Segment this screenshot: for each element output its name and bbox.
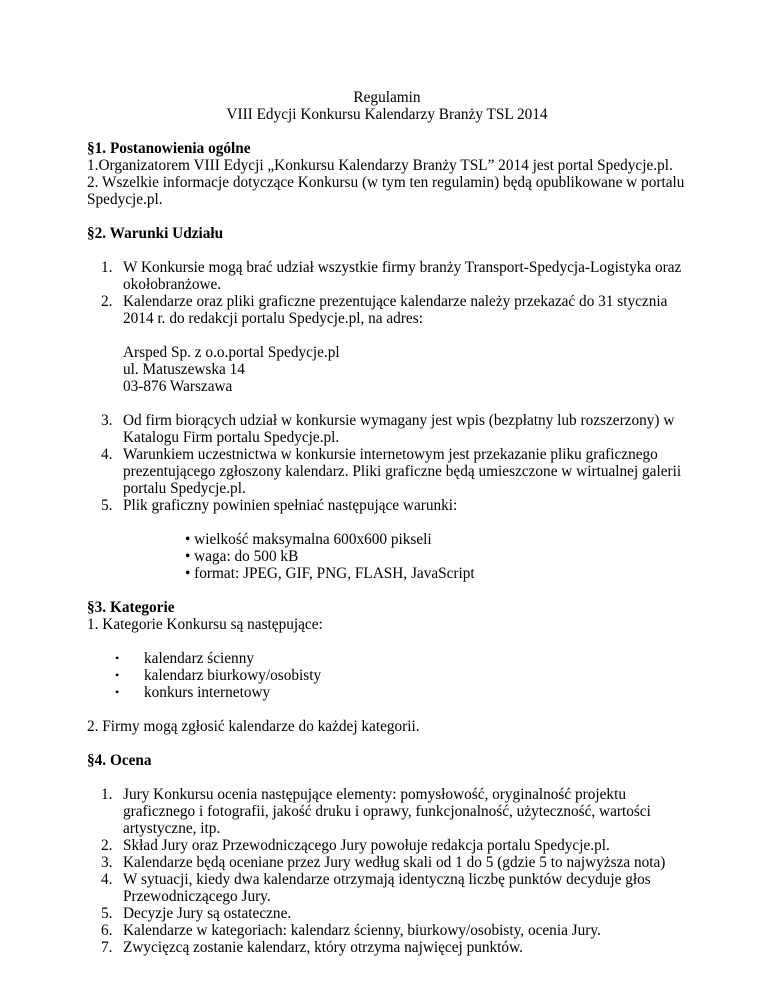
mailing-address: Arsped Sp. z o.o.portal Spedycje.pl ul. Matuszewska 14 03-876 Warszawa xyxy=(123,344,340,395)
section-1-paragraph-2: 2. Wszelkie informacje dotyczące Konkursu (w tym ten regulamin) będą opublikowane w portalu Spedycje.pl. xyxy=(87,174,685,208)
section-1 xyxy=(87,140,687,208)
section-4-list xyxy=(87,786,687,956)
section-2-list xyxy=(87,259,687,327)
list-item: 4. Warunkiem uczestnictwa w konkursie internetowym jest przekazanie pliku graficznego prezentującego zgłoszony kalendarz. Pliki graficzne będą umieszczone w wirtualnej galerii portalu Spedycje.pl. xyxy=(101,446,682,497)
title-line-1: Regulamin xyxy=(353,89,421,106)
list-item: 3. Kalendarze będą oceniane przez Jury według skali od 1 do 5 (gdzie 5 to najwyższa nota) xyxy=(101,854,666,871)
list-item: 6. Kalendarze w kategoriach: kalendarz ścienny, biurkowy/osobisty, ocenia Jury. xyxy=(101,922,601,939)
list-item: • kalendarz ścienny xyxy=(115,650,254,667)
list-item: 7. Zwycięzcą zostanie kalendarz, który otrzyma najwięcej punktów. xyxy=(101,939,523,956)
section-2-heading: §2. Warunki Udziału xyxy=(87,225,224,242)
list-item: 5. Plik graficzny powinien spełniać następujące warunki: xyxy=(101,497,458,514)
list-item: 5. Decyzje Jury są ostateczne. xyxy=(101,905,292,922)
list-item: 4. W sytuacji, kiedy dwa kalendarze otrzymają identyczną liczbę punktów decyduje głos Przewodniczącego Jury. xyxy=(101,871,651,905)
section-2 xyxy=(87,225,687,582)
section-4 xyxy=(87,752,687,956)
document-title xyxy=(87,89,687,123)
category-list xyxy=(87,650,687,701)
section-2-list-continued xyxy=(87,412,687,514)
list-item: 2. Skład Jury oraz Przewodniczącego Jury powołuje redakcja portalu Spedycje.pl. xyxy=(101,837,610,854)
list-item: 1. W Konkursie mogą brać udział wszystkie firmy branży Transport-Spedycja-Logistyka oraz okołobranżowe. xyxy=(101,259,682,293)
section-3-paragraph-2: 2. Firmy mogą zgłosić kalendarze do każdej kategorii. xyxy=(87,718,420,735)
list-item: 1. Jury Konkursu ocenia następujące elementy: pomysłowość, oryginalność projektu graficznego i fotografii, jakość druku i oprawy, funkcjonalność, użyteczność, wartości artystyczne, itp. xyxy=(101,786,651,837)
section-3 xyxy=(87,599,687,735)
list-item: 3. Od firm biorących udział w konkursie wymagany jest wpis (bezpłatny lub rozszerzony) w Katalogu Firm portalu Spedycje.pl. xyxy=(101,412,675,446)
section-1-heading: §1. Postanowienia ogólne xyxy=(87,140,251,157)
file-requirements: • wielkość maksymalna 600x600 pikseli • waga: do 500 kB • format: JPEG, GIF, PNG, FLASH, JavaScript xyxy=(185,531,475,582)
section-3-intro: 1. Kategorie Konkursu są następujące: xyxy=(87,616,323,633)
list-item: • kalendarz biurkowy/osobisty xyxy=(115,667,322,684)
section-4-heading: §4. Ocena xyxy=(87,752,152,769)
title-line-2: VIII Edycji Konkursu Kalendarzy Branży TSL 2014 xyxy=(226,106,548,123)
section-3-heading: §3. Kategorie xyxy=(87,599,175,616)
section-1-paragraph-1: 1.Organizatorem VIII Edycji „Konkursu Kalendarzy Branży TSL” 2014 jest portal Spedycje.pl. xyxy=(87,157,673,174)
list-item: 2. Kalendarze oraz pliki graficzne prezentujące kalendarze należy przekazać do 31 stycznia 2014 r. do redakcji portalu Spedycje.pl, na adres: xyxy=(101,293,668,327)
document-page xyxy=(87,89,687,956)
list-item: • konkurs internetowy xyxy=(115,684,271,701)
